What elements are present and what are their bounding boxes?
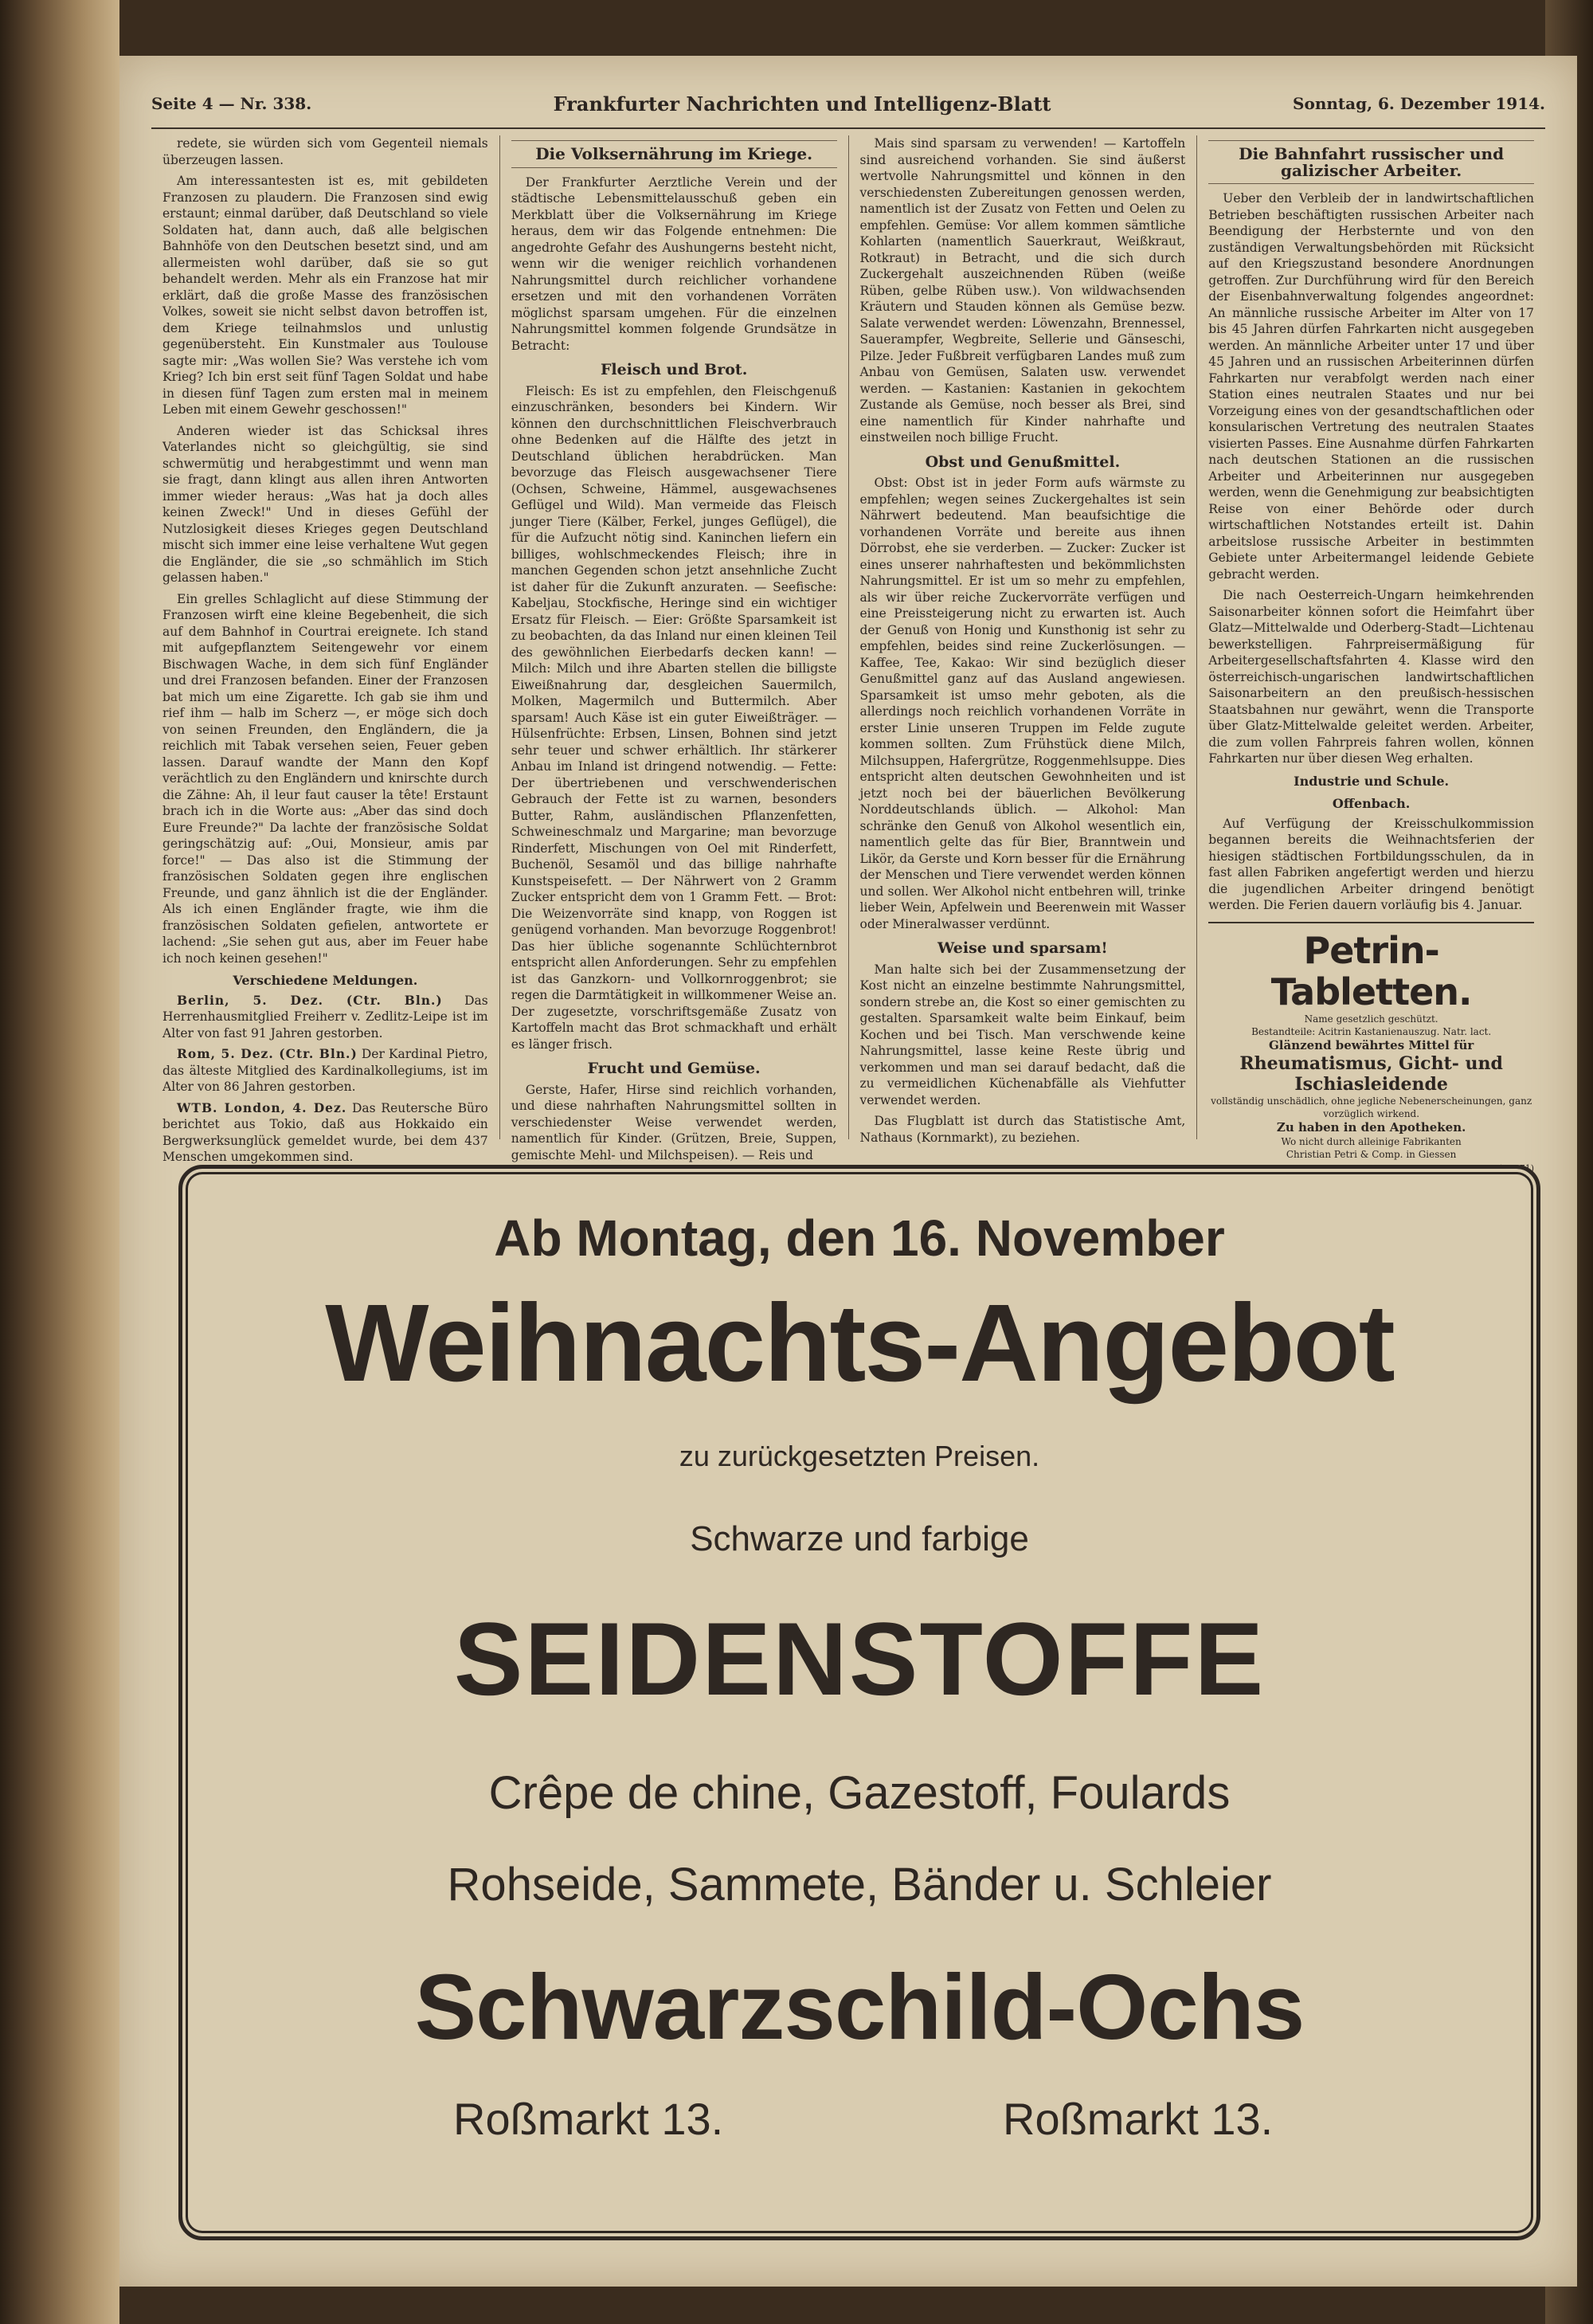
column-4 bbox=[1197, 135, 1545, 1174]
petrin-line: Name gesetzlich geschützt. bbox=[1304, 1013, 1438, 1025]
news-item bbox=[162, 993, 488, 1042]
petrin-line: Wo nicht durch alleinige Fabrikanten bbox=[1281, 1135, 1462, 1147]
page-header bbox=[151, 80, 1545, 129]
petrin-line: Zu haben in den Apotheken. bbox=[1276, 1119, 1466, 1135]
newspaper-page bbox=[119, 56, 1577, 2287]
news-text: Das Reutersche Büro berichtet aus Tokio, daß aus Hokkaido ein Bergwerksunglück gemeldet wurde, bei dem 437 Menschen umgekommen sind. bbox=[162, 1100, 488, 1164]
paragraph: Gerste, Hafer, Hirse sind reichlich vorhanden, und diese nahrhaften Nahrungsmittel sollten in verschiedenster Weise verwendet werden, namentlich für Kinder. (Grützen, Breie, Suppen, gemischte Mehl- und Milchspeisen). — Reis und bbox=[511, 1082, 837, 1162]
article-heading: Die Bahnfahrt russischer und galizischer Arbeiter. bbox=[1208, 140, 1534, 184]
paragraph: Obst: Obst ist in jeder Form aufs wärmste zu empfehlen; wegen seines Zuckergehaltes ist sein Nährwert bedeutend. Man beaufsichtige die vorhandenen Vorräte und bereite aus ihnen Dörrobst, ehe sie verderben. — Zucker: Zucker ist eines unserer nahrhaftesten und bekömmlichsten Nahrungsmittel. Er ist um so mehr zu empfehlen, als wir über reiche Zuckervorräte verfügen und eine Preissteigerung nicht zu erwarten ist. Auch der Genuß von Honig und Kunsthonig ist sehr zu empfehlen, beides sind reine Zuckerlösungen. — Kaffee, Tee, Kakao: Wir sind bezüglich dieser Genußmittel ganz auf das Ausland angewiesen. Sparsamkeit ist umso mehr geboten, als die allerdings noch reichlich vorhandenen Vorräte in erster Linie unseren Truppen im Felde zugute kommen sollten. Zum Frühstück diene Milch, Milchsuppen, Hafergrütze, Roggenmehlsuppe. Dies entspricht alten deutschen Gewohnheiten und ist jetzt noch bei der bäuerlichen Bevölkerung Norddeutschlands üblich. — Alkohol: Man schränke den Genuß von Alkohol wesentlich ein, namentlich gelte das für Bier, Branntwein und Likör, da Gerste und Korn besser für die Ernährung der Menschen und Tiere verwendet werden können und sollen. Wer Alkohol nicht entbehren will, trinke lieber Wein, Apfelwein und Beerenwein mit Wasser oder Mineralwasser verdünnt. bbox=[859, 476, 1186, 931]
subheading: Weise und sparsam! bbox=[937, 939, 1108, 957]
ad-address: Roßmarkt 13. bbox=[453, 2094, 724, 2144]
paragraph: Ein grelles Schlaglicht auf diese Stimmung der Franzosen wirft eine kleine Begebenheit, die sich auf dem Bahnhof in Courtrai ereignete. Ich stand mit aufgepflanztem Seitengewehr vor einem Bischwagen Wache, in dem sich fünf Engländer und drei Franzosen befanden. Einer der Franzosen bat mich um eine Zigarette. Ich gab sie ihm und rief ihm — halb im Scherz —, er möge sich doch von seinen Freunden, den Engländern, die ja reichlich mit Tabak versehen seien, Feuer geben lassen. Darauf wandte der Mann den Kopf verächtlich zu den Engländern und knirschte durch die Zähne: Ah, il leur faut causer la tête! Erstaunt brach ich in die Worte aus: „Aber das sind doch Eure Freunde?" Da lachte der französische Soldat geringschätzig auf: „Oui, Monsieur, amis par force!" — Das also ist die Stimmung der französischen Soldaten gegen ihre englischen Freunde, und ganz ähnlich ist die der Engländer. Als ich einen Engländer fragte, wie ihm die französischen Soldaten gefielen, antwortete er lachend: „Sie sehen gut aus, aber im Feuer habe ich noch keinen gesehen!" bbox=[162, 591, 488, 966]
paragraph: redete, sie würden sich vom Gegenteil niemals überzeugen lassen. bbox=[162, 136, 488, 167]
paragraph: Die nach Oesterreich-Ungarn heimkehrenden Saisonarbeiter können sofort die Heimfahrt über Glatz—Mittelwalde und Oderberg-Stadt—Lichtenau bewerkstelligen. Fahrpreisermäßigung für Arbeitergesellschaftsfahrten 4. Klasse wird den österreichisch-ungarischen landwirtschaftlichen Saisonarbeitern an den preußisch-hessischen Staatsbahnen nur gewährt, wenn die Transporte über Glatz-Mittelwalde geleitet werden. Arbeiter, die zum vollen Fahrpreis fahren wollen, können Fahrkarten nur über diesen Weg erhalten. bbox=[1208, 588, 1534, 766]
ad-headline: Weihnachts-Angebot bbox=[325, 1282, 1394, 1405]
section-heading: Verschiedene Meldungen. bbox=[233, 973, 418, 988]
paragraph: Man halte sich bei der Zusammensetzung der Kost nicht an einzelne bestimmte Nahrungsmittel, sondern strebe an, die Kost so einer gemischten zu gestalten. Sparsamkeit walte beim Einkauf, beim Kochen und bei Tisch. Man verschwende keine Nahrungsmittel, lasse keine Reste übrig und verkommen und man sei darauf bedacht, daß die zu vermeidlichen Küchenabfälle als Viehfutter verwendet werden. bbox=[859, 962, 1186, 1107]
news-item bbox=[162, 1046, 488, 1095]
petrin-line: Christian Petri & Comp. in Giessen bbox=[1286, 1148, 1457, 1160]
ad-subline: zu zurückgesetzten Preisen. bbox=[679, 1440, 1040, 1472]
paragraph: Mais sind sparsam zu verwenden! — Kartoffeln sind ausreichend vorhanden. Sie sind äußerst wertvolle Nahrungsmittel und können in den verschiedensten Zubereitungen genossen werden, namentlich ist der Zusatz von Fetten und Oelen zu empfehlen. Gemüse: Vor allem kommen sämtliche Kohlarten (namentlich Sauerkraut, Weißkraut, Rotkraut) in Betracht, und die sich durch Zuckergehalt auszeichnenden Rüben (weiße Rüben, gelbe Rüben usw.). Von wildwachsenden Kräutern und Stauden können als Gemüse bezw. Salate verwendet werden: Löwenzahn, Brennessel, Sauerampfer, Wegbreite, Sellerie und Gänseschi, Pilze. Jeder Fußbreit verfügbaren Landes muß zum Anbau von Gemüsen, Salaten usw. verwendet werden. — Kastanien: Kastanien in gekochtem Zustande als Gemüse, noch besser als Brei, sind eine namentlich für Kinder nahrhafte und einstweilen noch billige Frucht. bbox=[859, 136, 1186, 445]
dateline: Rom, 5. Dez. (Ctr. Bln.) bbox=[177, 1046, 358, 1061]
news-text: Das Herrenhausmitglied Freiherr v. Zedlitz-Leipe ist im Alter von fast 91 Jahren gestorben. bbox=[162, 993, 488, 1041]
paragraph: Ueber den Verbleib der in landwirtschaftlichen Betrieben beschäftigten russischen Arbeiter nach Beendigung der Herbsternte und von den zuständigen Verwaltungsbehörden mit Rücksicht auf den Kriegszustand besondere Anordnungen getroffen. Zur Durchführung wird für den Bereich der Eisenbahnverwaltung folgendes angeordnet: An männliche russische Arbeiter im Alter von 17 bis 45 Jahren dürfen Fahrkarten nicht ausgegeben werden. An männliche Arbeiter unter 17 und über 45 Jahren und an russischen Arbeiterinnen dürfen Fahrkarten nur verabfolgt werden nach einer Station eines neutralen Staates und nur bei Vorzeigung eines von der gesandtschaftlichen oder konsularischen Vertretung des neutralen Staates visierten Passes. Eine Ausnahme dürfen Fahrkarten nach deutschen Stationen an die russischen Arbeiter und Arbeiterinnen nur ausgegeben werden, wenn die Genehmigung zur beabsichtigten Reise von einer Behörde oder durch wirtschaftlichen Notstandes erteilt ist. Dahin arbeitslose russische Arbeiter in bestimmten Gebiete unter Arbeitermangel leidende Gebiete gebracht werden. bbox=[1208, 191, 1534, 582]
newspaper-title: Frankfurter Nachrichten und Intelligenz-Blatt bbox=[553, 92, 1051, 116]
book-binding bbox=[0, 0, 119, 2324]
column-2 bbox=[500, 135, 849, 1162]
paragraph: Fleisch: Es ist zu empfehlen, den Fleischgenuß einzuschränken, besonders bei Kindern. Wir können den durchschnittlichen Fleischverbrauch ohne Bedenken auf die Hälfte des jetzt in Deutschland üblichen herabdrücken. Man bevorzuge das Fleisch ausgewachsener Tiere (Ochsen, Schweine, Hämmel, ausgewachsenes Geflügel und Wild). Man vermeide das Fleisch junger Tiere (Kälber, Ferkel, junges Geflügel), die für die Aufzucht nötig sind. Kaninchen liefern ein billiges, wohlschmeckendes Fleisch; ihre in manchen Gegenden schon jetzt ansehnliche Zucht ist daher für die Zukunft anzuraten. — Seefische: Kabeljau, Stockfische, Heringe sind ein wichtiger Ersatz für Fleisch. — Eier: Größte Sparsamkeit ist zu beobachten, da das Inland nur einen kleinen Teil des gewöhnlichen Eierbedarfs decken kann! — Milch: Milch und ihre Abarten stellen die billigste Eiweißnahrung dar, desgleichen Sauermilch, Molken, Magermilch und Buttermilch. Aber sparsam! Auch Käse ist ein guter Eiweißträger. — Hülsenfrüchte: Erbsen, Linsen, Bohnen sind jetzt sehr teuer und schwer erhältlich. Ihr stärkerer Anbau im Inland ist dringend notwendig. — Fette: Der übertriebenen und verschwenderischen Gebrauch der Fette ist zu warnen, besonders Butter, Rahm, ausländischen Pflanzenfetten, Schweineschmalz und Margarine; man bevorzuge Rinderfett, Mischungen von Oel mit Rinderfett, Buchenöl, Sesamöl und das billige nahrhafte Kunstspeisefett. — Der Nährwert von 2 Gramm Zucker entspricht dem von 1 Gramm Fett. — Brot: Die Weizenvorräte sind knapp, von Roggen ist genügend vorhanden. Man bevorzuge Roggenbrot! Das hier übliche sogenannte Schlüchternbrot entspricht allen Anforderungen. Sehr zu empfehlen ist das Ganzkorn- und Vollkornroggenbrot; sie regen die Darmtätigkeit in willkommener Weise an. Der zugesetzte, vorschriftsgemäße Zusatz von Kartoffeln macht das Brot schmackhaft und erhält es länger frisch. bbox=[511, 383, 837, 1052]
ad-product-list: Crêpe de chine, Gazestoff, Foulards bbox=[488, 1767, 1231, 1819]
issue-date: Sonntag, 6. Dezember 1914. bbox=[1293, 94, 1545, 113]
petrin-line: vollständig unschädlich, ohne jegliche Nebenerscheinungen, ganz vorzüglich wirkend. bbox=[1211, 1095, 1532, 1119]
news-text: Der Kardinal Pietro, das älteste Mitglied des Kardinalkollegiums, ist im Alter von 86 Jahren gestorben. bbox=[162, 1047, 488, 1094]
article-columns bbox=[151, 135, 1545, 1174]
dateline: WTB. London, 4. Dez. bbox=[177, 1099, 347, 1115]
petrin-ref: (A6671) bbox=[1498, 1162, 1534, 1174]
paragraph: Anderen wieder ist das Schicksal ihres Vaterlandes nicht so gleichgültig, sie sind schwermütig und herabgestimmt und wenn man sie fragt, dann klingt aus allen ihren Antworten immer wieder heraus: „Was hat ja doch alles keinen Zweck!" Und in dieses Gefühl der Nutzlosigkeit dieses Krieges gegen Deutschland mischt sich immer eine leise verhaltene Wut gegen die Engländer, die sie „so schmählich im Stich gelassen haben." bbox=[162, 423, 488, 585]
paragraph: Das Flugblatt ist durch das Statistische Amt, Nathaus (Kornmarkt), zu beziehen. bbox=[859, 1114, 1186, 1145]
column-3 bbox=[849, 135, 1198, 1145]
ad-product-list: Rohseide, Sammete, Bänder u. Schleier bbox=[447, 1859, 1272, 1911]
petrin-advertisement bbox=[1208, 922, 1534, 1178]
paragraph: Der Frankfurter Aerztliche Verein und der städtische Lebensmittelausschuß geben ein Merkblatt über die Volksernährung im Kriege heraus, dem wir das Folgende entnehmen: Die angedrohte Gefahr des Aushungerns besteht nicht, wenn wir die weniger reichlich vorhandenen Nahrungsmittel durch reichlicher vorhandene ersetzen und mit den vorhandenen Vorräten möglichst sparsam umgehen. Für die einzelnen Nahrungsmittel kommen folgende Grundsätze in Betracht: bbox=[511, 174, 837, 353]
paragraph: Auf Verfügung der Kreisschulkommission begannen bereits die Weihnachtsferien der hiesigen städtischen Fortbildungsschulen, da in fast allen Fabriken angefertigt werden und hierzu die jugendlichen Arbeiter dringend benötigt werden. Die Ferien dauern vorläufig bis 4. Januar. bbox=[1208, 816, 1534, 912]
ad-company: Schwarzschild-Ochs bbox=[414, 1955, 1305, 2059]
subheading: Frucht und Gemüse. bbox=[587, 1060, 761, 1077]
section-heading: Offenbach. bbox=[1332, 796, 1411, 811]
column-1 bbox=[151, 135, 500, 1164]
petrin-brand: Petrin-Tabletten. bbox=[1270, 928, 1472, 1013]
subheading: Fleisch und Brot. bbox=[600, 361, 748, 378]
ad-address: Roßmarkt 13. bbox=[1003, 2094, 1274, 2144]
ad-date-line: Ab Montag, den 16. November bbox=[494, 1209, 1225, 1267]
article-heading: Die Volksernährung im Kriege. bbox=[511, 140, 837, 168]
petrin-line: Bestandteile: Acitrin Kastanienauszug. Natr. lact. bbox=[1251, 1025, 1492, 1037]
petrin-line: Glänzend bewährtes Mittel für bbox=[1268, 1037, 1474, 1052]
seidenstoffe-advertisement bbox=[178, 1165, 1540, 2240]
petrin-line: Rheumatismus, Gicht- und Ischiasleidende bbox=[1239, 1052, 1503, 1095]
ad-subline: Schwarze und farbige bbox=[690, 1519, 1029, 1558]
section-heading: Industrie und Schule. bbox=[1294, 773, 1450, 789]
ad-product: SEIDENSTOFFE bbox=[453, 1601, 1266, 1717]
page-number: Seite 4 — Nr. 338. bbox=[151, 94, 312, 113]
paragraph: Am interessantesten ist es, mit gebildeten Franzosen zu plaudern. Die Franzosen sind ewig erstaunt; einmal darüber, daß Deutschland so viele Soldaten hat, dann auch, daß alle belgischen Bahnhöfe von den Deutschen besetzt sind, und am allermeisten wohl darüber, daß sie so gut behandelt werden. Mehr als ein Franzose hat mir erklärt, daß die große Masse des französischen Volkes, soweit sie nicht selbst davon betroffen ist, dem Kriege teilnahmslos und unlustig gegenübersteht. Ein Kunstmaler aus Toulouse sagte mir: „Was wollen Sie? Was verstehe ich vom Krieg? Ich bin erst seit fünf Tagen Soldat und habe in diesen fünf Tagen zum ersten mal in meinem Leben mit einem Gewehr geschossen!" bbox=[162, 174, 488, 417]
news-item bbox=[162, 1100, 488, 1166]
subheading: Obst und Genußmittel. bbox=[925, 453, 1121, 471]
dateline: Berlin, 5. Dez. (Ctr. Bln.) bbox=[177, 992, 443, 1008]
